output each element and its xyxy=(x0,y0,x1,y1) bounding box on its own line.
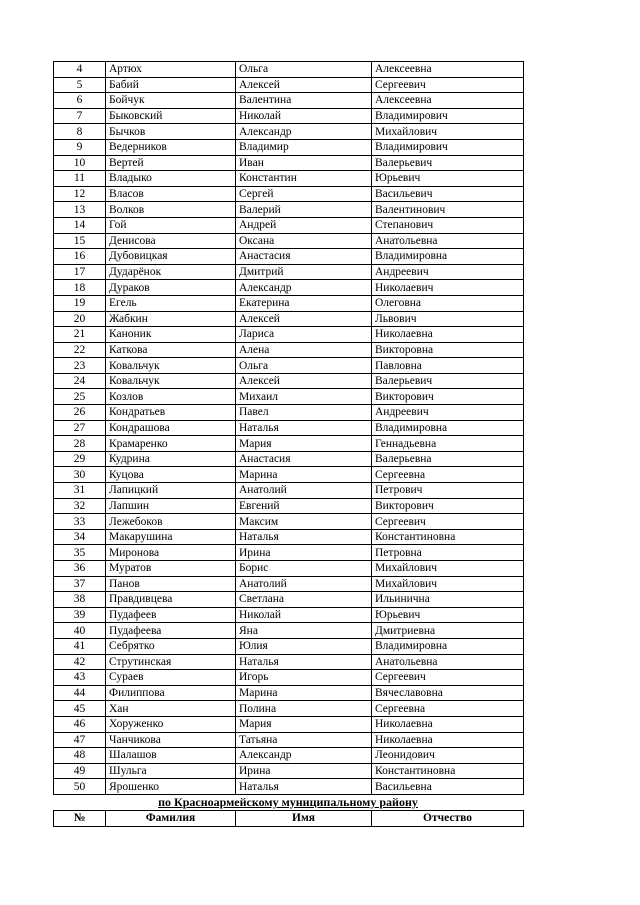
table-row xyxy=(54,171,524,187)
surname-cell: Хан xyxy=(106,701,236,717)
row-number: 18 xyxy=(54,280,106,296)
surname-cell: Жабкин xyxy=(106,311,236,327)
patronymic-cell: Олеговна xyxy=(372,295,524,311)
patronymic-cell: Викторович xyxy=(372,498,524,514)
row-number: 4 xyxy=(54,62,106,78)
row-number: 6 xyxy=(54,93,106,109)
table-row xyxy=(54,373,524,389)
patronymic-cell: Андреевич xyxy=(372,405,524,421)
surname-cell: Шульга xyxy=(106,763,236,779)
table-row xyxy=(54,139,524,155)
row-number: 27 xyxy=(54,420,106,436)
table-row xyxy=(54,295,524,311)
row-number: 28 xyxy=(54,436,106,452)
patronymic-cell: Николаевич xyxy=(372,280,524,296)
row-number: 20 xyxy=(54,311,106,327)
patronymic-cell: Петровна xyxy=(372,545,524,561)
row-number: 44 xyxy=(54,685,106,701)
patronymic-cell: Сергеевич xyxy=(372,670,524,686)
patronymic-cell: Юрьевич xyxy=(372,171,524,187)
name-cell: Лариса xyxy=(236,327,372,343)
row-number: 29 xyxy=(54,451,106,467)
row-number: 47 xyxy=(54,732,106,748)
surname-cell: Ковальчук xyxy=(106,358,236,374)
name-cell: Наталья xyxy=(236,420,372,436)
row-number: 37 xyxy=(54,576,106,592)
surname-cell: Лапшин xyxy=(106,498,236,514)
surname-cell: Ярошенко xyxy=(106,779,236,795)
surname-cell: Вертей xyxy=(106,155,236,171)
patronymic-cell: Владимировна xyxy=(372,420,524,436)
patronymic-cell: Сергеевич xyxy=(372,514,524,530)
name-cell: Мария xyxy=(236,716,372,732)
patronymic-cell: Андреевич xyxy=(372,264,524,280)
surname-cell: Лежебоков xyxy=(106,514,236,530)
surname-cell: Бычков xyxy=(106,124,236,140)
row-number: 41 xyxy=(54,638,106,654)
patronymic-cell: Викторовна xyxy=(372,342,524,358)
name-cell: Алексей xyxy=(236,373,372,389)
table-row xyxy=(54,186,524,202)
row-number: 22 xyxy=(54,342,106,358)
table-row xyxy=(54,592,524,608)
table-row xyxy=(54,748,524,764)
name-cell: Мария xyxy=(236,436,372,452)
table-row xyxy=(54,779,524,795)
row-number: 5 xyxy=(54,77,106,93)
name-cell: Ольга xyxy=(236,358,372,374)
name-cell: Анастасия xyxy=(236,451,372,467)
table-row xyxy=(54,561,524,577)
table-row xyxy=(54,638,524,654)
patronymic-cell: Сергеевна xyxy=(372,701,524,717)
name-cell: Яна xyxy=(236,623,372,639)
table-row xyxy=(54,436,524,452)
surname-cell: Струтинская xyxy=(106,654,236,670)
table-row xyxy=(54,451,524,467)
table-row xyxy=(54,685,524,701)
row-number: 26 xyxy=(54,405,106,421)
name-cell: Ирина xyxy=(236,763,372,779)
name-cell: Дмитрий xyxy=(236,264,372,280)
row-number: 43 xyxy=(54,670,106,686)
name-cell: Сергей xyxy=(236,186,372,202)
surname-cell: Макарушина xyxy=(106,529,236,545)
row-number: 31 xyxy=(54,483,106,499)
name-cell: Андрей xyxy=(236,217,372,233)
patronymic-cell: Николаевна xyxy=(372,716,524,732)
row-number: 32 xyxy=(54,498,106,514)
table-row xyxy=(54,202,524,218)
row-number: 46 xyxy=(54,716,106,732)
row-number: 17 xyxy=(54,264,106,280)
patronymic-cell: Васильевна xyxy=(372,779,524,795)
surname-cell: Шалашов xyxy=(106,748,236,764)
surname-cell: Ковальчук xyxy=(106,373,236,389)
table-row xyxy=(54,233,524,249)
surname-cell: Куцова xyxy=(106,467,236,483)
name-cell: Алексей xyxy=(236,77,372,93)
name-cell: Павел xyxy=(236,405,372,421)
surname-cell: Правдивцева xyxy=(106,592,236,608)
table-row xyxy=(54,389,524,405)
members-table xyxy=(53,61,524,795)
name-cell: Валерий xyxy=(236,202,372,218)
document-sheet xyxy=(53,61,523,827)
patronymic-cell: Анатольевна xyxy=(372,233,524,249)
name-cell: Татьяна xyxy=(236,732,372,748)
patronymic-cell: Юрьевич xyxy=(372,607,524,623)
patronymic-cell: Степанович xyxy=(372,217,524,233)
name-cell: Оксана xyxy=(236,233,372,249)
row-number: 14 xyxy=(54,217,106,233)
patronymic-cell: Валерьевич xyxy=(372,373,524,389)
row-number: 19 xyxy=(54,295,106,311)
row-number: 13 xyxy=(54,202,106,218)
table-row xyxy=(54,264,524,280)
table-row xyxy=(54,545,524,561)
name-cell: Михаил xyxy=(236,389,372,405)
table-row xyxy=(54,670,524,686)
surname-cell: Дураков xyxy=(106,280,236,296)
table-row xyxy=(54,124,524,140)
row-number: 48 xyxy=(54,748,106,764)
patronymic-cell: Петрович xyxy=(372,483,524,499)
table-row xyxy=(54,358,524,374)
surname-cell: Гой xyxy=(106,217,236,233)
name-cell: Полина xyxy=(236,701,372,717)
name-cell: Юлия xyxy=(236,638,372,654)
table-row xyxy=(54,607,524,623)
row-number: 39 xyxy=(54,607,106,623)
row-number: 16 xyxy=(54,249,106,265)
surname-cell: Пудафеева xyxy=(106,623,236,639)
table-row xyxy=(54,467,524,483)
next-table-header xyxy=(53,810,524,827)
name-cell: Анастасия xyxy=(236,249,372,265)
row-number: 45 xyxy=(54,701,106,717)
table-row xyxy=(54,514,524,530)
patronymic-cell: Михайлович xyxy=(372,124,524,140)
name-cell: Игорь xyxy=(236,670,372,686)
row-number: 21 xyxy=(54,327,106,343)
name-cell: Александр xyxy=(236,124,372,140)
row-number: 49 xyxy=(54,763,106,779)
surname-cell: Быковский xyxy=(106,108,236,124)
surname-cell: Дубовицкая xyxy=(106,249,236,265)
row-number: 42 xyxy=(54,654,106,670)
patronymic-cell: Сергеевич xyxy=(372,77,524,93)
row-number: 25 xyxy=(54,389,106,405)
row-number: 8 xyxy=(54,124,106,140)
name-cell: Светлана xyxy=(236,592,372,608)
name-cell: Наталья xyxy=(236,779,372,795)
row-number: 35 xyxy=(54,545,106,561)
surname-cell: Волков xyxy=(106,202,236,218)
row-number: 50 xyxy=(54,779,106,795)
section-title: по Красноармейскому муниципальному району xyxy=(158,794,418,809)
name-cell: Николай xyxy=(236,607,372,623)
row-number: 34 xyxy=(54,529,106,545)
header-number: № xyxy=(54,810,106,826)
table-row xyxy=(54,93,524,109)
patronymic-cell: Вячеславовна xyxy=(372,685,524,701)
table-row xyxy=(54,311,524,327)
name-cell: Анатолий xyxy=(236,483,372,499)
table-row xyxy=(54,217,524,233)
surname-cell: Денисова xyxy=(106,233,236,249)
name-cell: Ирина xyxy=(236,545,372,561)
table-row xyxy=(54,654,524,670)
table-row xyxy=(54,327,524,343)
patronymic-cell: Ильинична xyxy=(372,592,524,608)
patronymic-cell: Викторович xyxy=(372,389,524,405)
table-row xyxy=(54,716,524,732)
table-row xyxy=(54,155,524,171)
patronymic-cell: Валерьевич xyxy=(372,155,524,171)
name-cell: Константин xyxy=(236,171,372,187)
surname-cell: Себрятко xyxy=(106,638,236,654)
patronymic-cell: Алексеевна xyxy=(372,62,524,78)
surname-cell: Власов xyxy=(106,186,236,202)
patronymic-cell: Павловна xyxy=(372,358,524,374)
patronymic-cell: Дмитриевна xyxy=(372,623,524,639)
surname-cell: Козлов xyxy=(106,389,236,405)
name-cell: Евгений xyxy=(236,498,372,514)
row-number: 10 xyxy=(54,155,106,171)
header-name: Имя xyxy=(236,810,372,826)
row-number: 11 xyxy=(54,171,106,187)
surname-cell: Чанчикова xyxy=(106,732,236,748)
members-table-body xyxy=(54,62,524,795)
patronymic-cell: Владимировна xyxy=(372,638,524,654)
patronymic-cell: Васильевич xyxy=(372,186,524,202)
patronymic-cell: Владимирович xyxy=(372,139,524,155)
row-number: 12 xyxy=(54,186,106,202)
name-cell: Борис xyxy=(236,561,372,577)
name-cell: Максим xyxy=(236,514,372,530)
table-row xyxy=(54,576,524,592)
table-row xyxy=(54,405,524,421)
patronymic-cell: Валерьевна xyxy=(372,451,524,467)
row-number: 7 xyxy=(54,108,106,124)
surname-cell: Хоруженко xyxy=(106,716,236,732)
name-cell: Александр xyxy=(236,748,372,764)
surname-cell: Филиппова xyxy=(106,685,236,701)
surname-cell: Кондратьев xyxy=(106,405,236,421)
row-number: 9 xyxy=(54,139,106,155)
row-number: 33 xyxy=(54,514,106,530)
surname-cell: Егель xyxy=(106,295,236,311)
name-cell: Марина xyxy=(236,685,372,701)
header-row xyxy=(54,810,524,826)
row-number: 40 xyxy=(54,623,106,639)
patronymic-cell: Михайлович xyxy=(372,576,524,592)
header-surname: Фамилия xyxy=(106,810,236,826)
table-row xyxy=(54,529,524,545)
surname-cell: Кондрашова xyxy=(106,420,236,436)
surname-cell: Кудрина xyxy=(106,451,236,467)
row-number: 15 xyxy=(54,233,106,249)
patronymic-cell: Алексеевна xyxy=(372,93,524,109)
surname-cell: Пудафеев xyxy=(106,607,236,623)
name-cell: Анатолий xyxy=(236,576,372,592)
surname-cell: Владыко xyxy=(106,171,236,187)
surname-cell: Ведерников xyxy=(106,139,236,155)
surname-cell: Каткова xyxy=(106,342,236,358)
name-cell: Алена xyxy=(236,342,372,358)
patronymic-cell: Константиновна xyxy=(372,529,524,545)
patronymic-cell: Николаевна xyxy=(372,327,524,343)
table-row xyxy=(54,483,524,499)
surname-cell: Бабий xyxy=(106,77,236,93)
patronymic-cell: Анатольевна xyxy=(372,654,524,670)
patronymic-cell: Геннадьевна xyxy=(372,436,524,452)
table-row xyxy=(54,108,524,124)
surname-cell: Панов xyxy=(106,576,236,592)
patronymic-cell: Леонидович xyxy=(372,748,524,764)
table-row xyxy=(54,498,524,514)
header-patronymic: Отчество xyxy=(372,810,524,826)
patronymic-cell: Владимирович xyxy=(372,108,524,124)
patronymic-cell: Валентинович xyxy=(372,202,524,218)
surname-cell: Артюх xyxy=(106,62,236,78)
patronymic-cell: Львович xyxy=(372,311,524,327)
name-cell: Николай xyxy=(236,108,372,124)
surname-cell: Сураев xyxy=(106,670,236,686)
table-row xyxy=(54,701,524,717)
name-cell: Алексей xyxy=(236,311,372,327)
name-cell: Валентина xyxy=(236,93,372,109)
name-cell: Екатерина xyxy=(236,295,372,311)
surname-cell: Миронова xyxy=(106,545,236,561)
patronymic-cell: Константиновна xyxy=(372,763,524,779)
name-cell: Владимир xyxy=(236,139,372,155)
table-row xyxy=(54,342,524,358)
table-row xyxy=(54,420,524,436)
name-cell: Ольга xyxy=(236,62,372,78)
row-number: 24 xyxy=(54,373,106,389)
surname-cell: Муратов xyxy=(106,561,236,577)
table-row xyxy=(54,280,524,296)
name-cell: Александр xyxy=(236,280,372,296)
table-row xyxy=(54,763,524,779)
table-row xyxy=(54,623,524,639)
surname-cell: Лапицкий xyxy=(106,483,236,499)
name-cell: Наталья xyxy=(236,654,372,670)
name-cell: Наталья xyxy=(236,529,372,545)
surname-cell: Каноник xyxy=(106,327,236,343)
surname-cell: Крамаренко xyxy=(106,436,236,452)
table-row xyxy=(54,249,524,265)
patronymic-cell: Михайлович xyxy=(372,561,524,577)
row-number: 30 xyxy=(54,467,106,483)
surname-cell: Дударёнок xyxy=(106,264,236,280)
patronymic-cell: Сергеевна xyxy=(372,467,524,483)
table-row xyxy=(54,77,524,93)
patronymic-cell: Николаевна xyxy=(372,732,524,748)
row-number: 23 xyxy=(54,358,106,374)
name-cell: Марина xyxy=(236,467,372,483)
surname-cell: Бойчук xyxy=(106,93,236,109)
name-cell: Иван xyxy=(236,155,372,171)
table-row xyxy=(54,62,524,78)
row-number: 38 xyxy=(54,592,106,608)
table-row xyxy=(54,732,524,748)
patronymic-cell: Владимировна xyxy=(372,249,524,265)
row-number: 36 xyxy=(54,561,106,577)
